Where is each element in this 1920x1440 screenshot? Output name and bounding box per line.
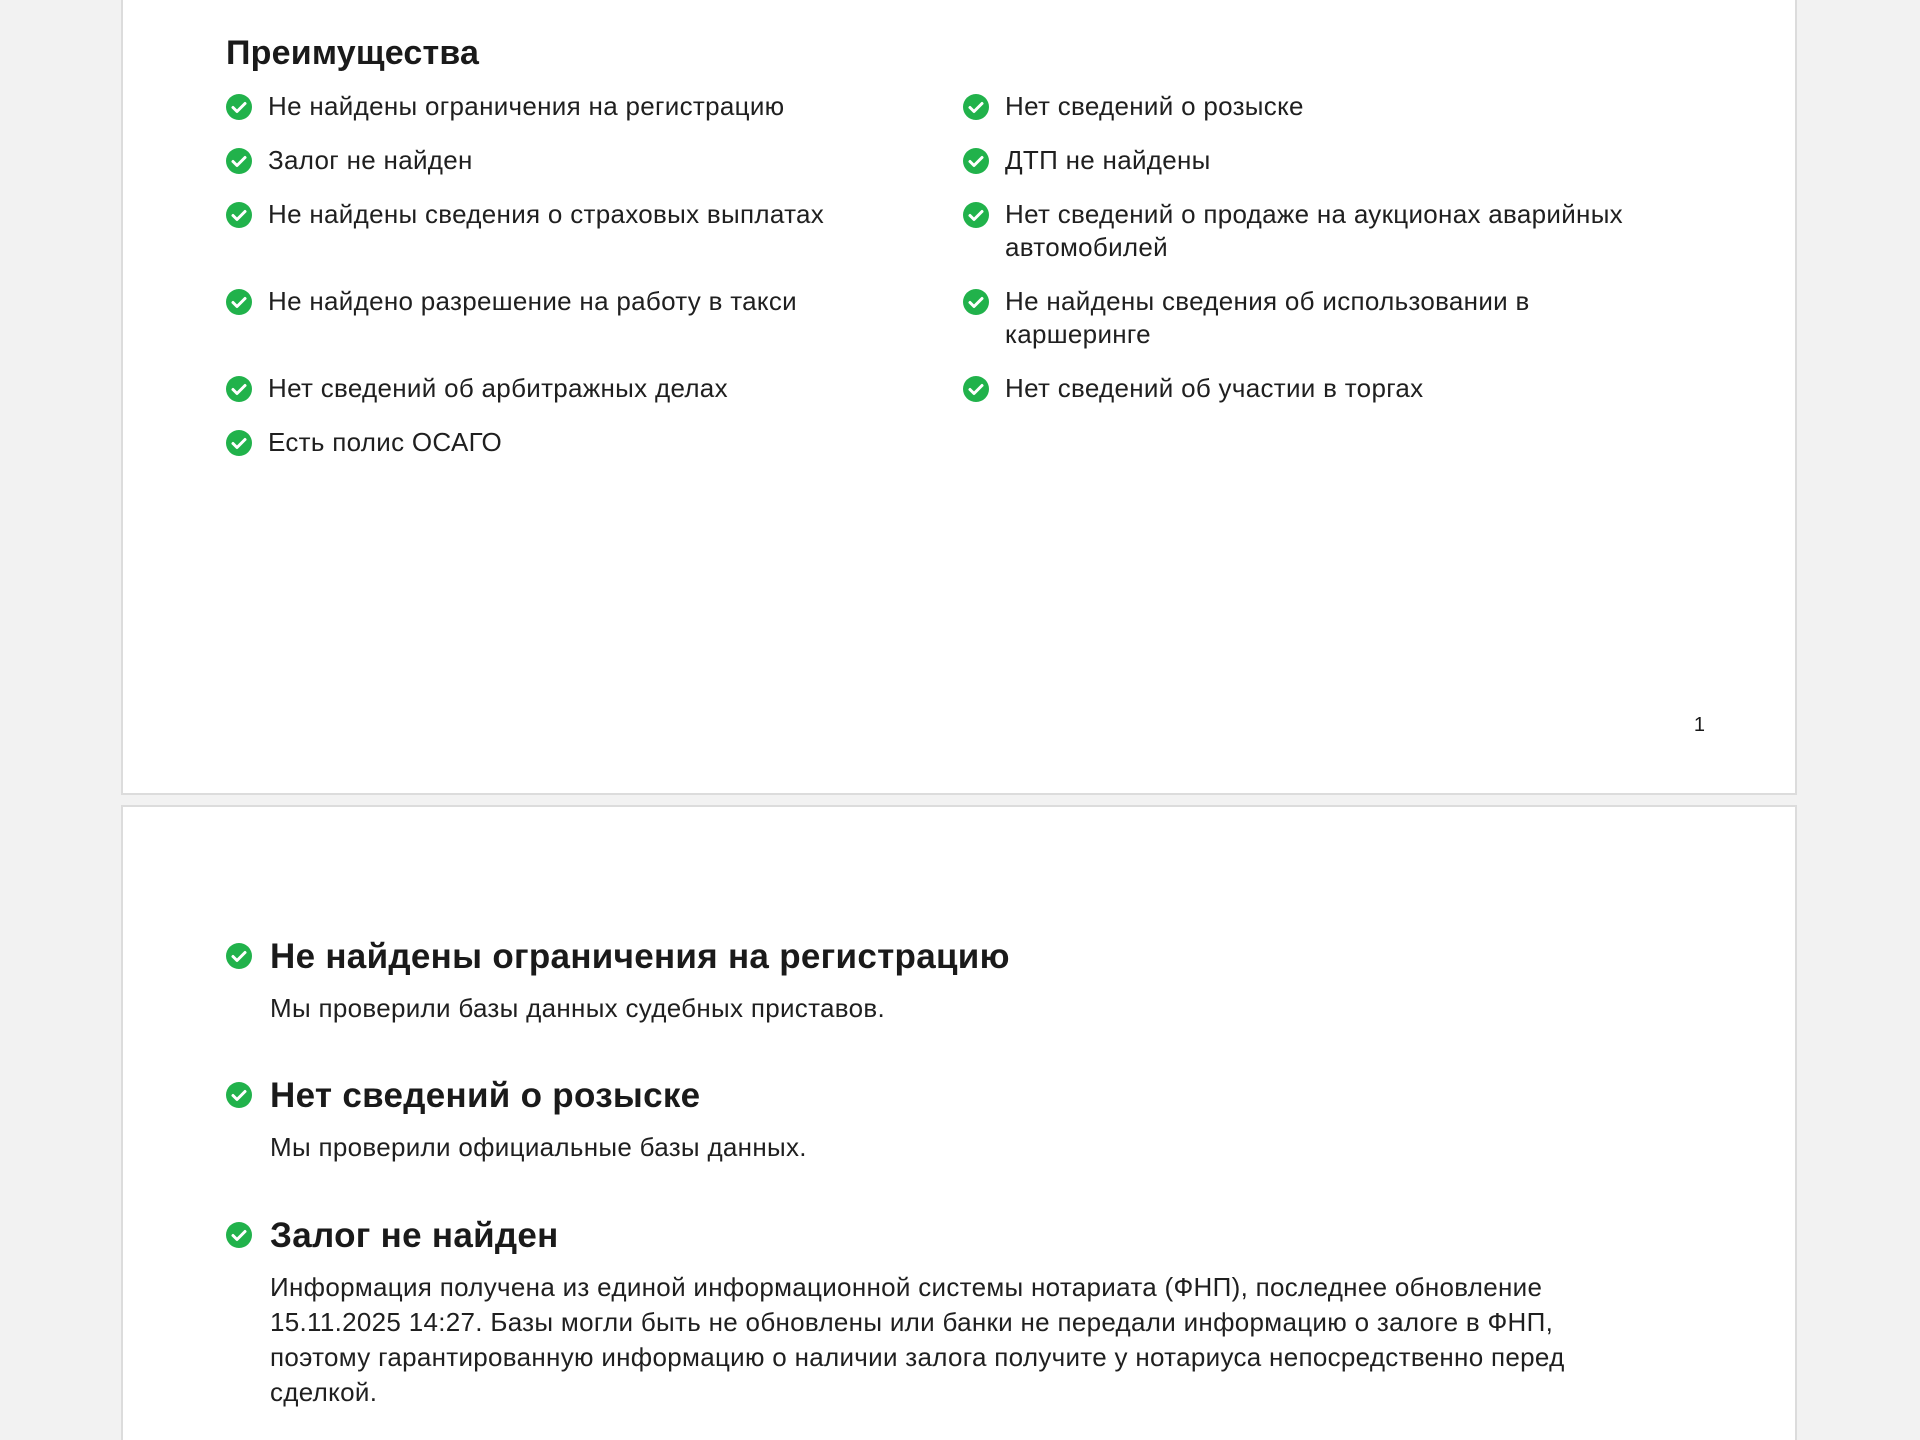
detail-header <box>226 1074 1646 1118</box>
advantage-item <box>226 426 926 459</box>
advantage-label: ДТП не найдены <box>1005 145 1211 175</box>
check-circle-icon <box>226 94 252 120</box>
check-circle-icon <box>226 1082 252 1108</box>
detail-header <box>226 935 1646 979</box>
advantage-label: Нет сведений об арбитражных делах <box>268 373 728 403</box>
check-circle-icon <box>963 202 989 228</box>
detail-text: Мы проверили официальные базы данных. <box>270 1132 807 1162</box>
page-number: 1 <box>1693 714 1705 736</box>
detail-text: Мы проверили базы данных судебных приставов. <box>270 993 885 1023</box>
advantages-title: Преимущества <box>226 34 480 72</box>
detail-section <box>226 1214 1646 1410</box>
advantage-label: Не найдены сведения о страховых выплатах <box>268 199 825 229</box>
advantage-label: Не найдены сведения об использовании в каршеринге <box>1005 286 1530 349</box>
detail-title: Залог не найден <box>270 1216 559 1255</box>
advantage-item <box>226 144 926 177</box>
check-circle-icon <box>226 1222 252 1248</box>
check-circle-icon <box>226 148 252 174</box>
check-circle-icon <box>226 289 252 315</box>
detail-text: Информация получена из единой информационной системы нотариата (ФНП), последнее обновление 15.11.2025 14:27. Базы могли быть не обновлены или банки не передали информацию о залоге в ФНП, поэтому гарантированную информацию о наличии залога получите у нотариуса непосредственно перед сделкой. <box>270 1272 1565 1407</box>
advantage-label: Нет сведений о продаже на аукционах аварийных автомобилей <box>1005 199 1623 262</box>
advantages-list-left <box>226 90 926 480</box>
advantage-label: Не найдено разрешение на работу в такси <box>268 286 797 316</box>
advantage-item <box>963 372 1683 405</box>
advantage-label: Нет сведений об участии в торгах <box>1005 373 1424 403</box>
detail-header <box>226 1214 1646 1258</box>
detail-section <box>226 935 1646 1026</box>
advantage-item <box>226 90 926 123</box>
advantage-label: Есть полис ОСАГО <box>268 427 503 457</box>
check-circle-icon <box>226 430 252 456</box>
check-circle-icon <box>226 376 252 402</box>
check-circle-icon <box>963 289 989 315</box>
check-circle-icon <box>963 148 989 174</box>
advantage-item <box>226 198 926 231</box>
advantage-item <box>963 198 1683 264</box>
advantage-label: Нет сведений о розыске <box>1005 91 1304 121</box>
advantage-item <box>226 372 926 405</box>
check-circle-icon <box>963 376 989 402</box>
report-page-2 <box>121 805 1797 1440</box>
advantage-label: Не найдены ограничения на регистрацию <box>268 91 785 121</box>
check-circle-icon <box>963 94 989 120</box>
detail-title: Не найдены ограничения на регистрацию <box>270 937 1010 976</box>
advantage-label: Залог не найден <box>268 145 473 175</box>
check-circle-icon <box>226 202 252 228</box>
detail-title: Нет сведений о розыске <box>270 1076 701 1115</box>
advantage-item <box>963 90 1683 123</box>
check-circle-icon <box>226 943 252 969</box>
advantage-item <box>226 285 926 318</box>
advantages-list-right <box>963 90 1683 426</box>
detail-section <box>226 1074 1646 1165</box>
report-page-1 <box>121 0 1797 795</box>
advantage-item <box>963 144 1683 177</box>
advantage-item <box>963 285 1683 351</box>
